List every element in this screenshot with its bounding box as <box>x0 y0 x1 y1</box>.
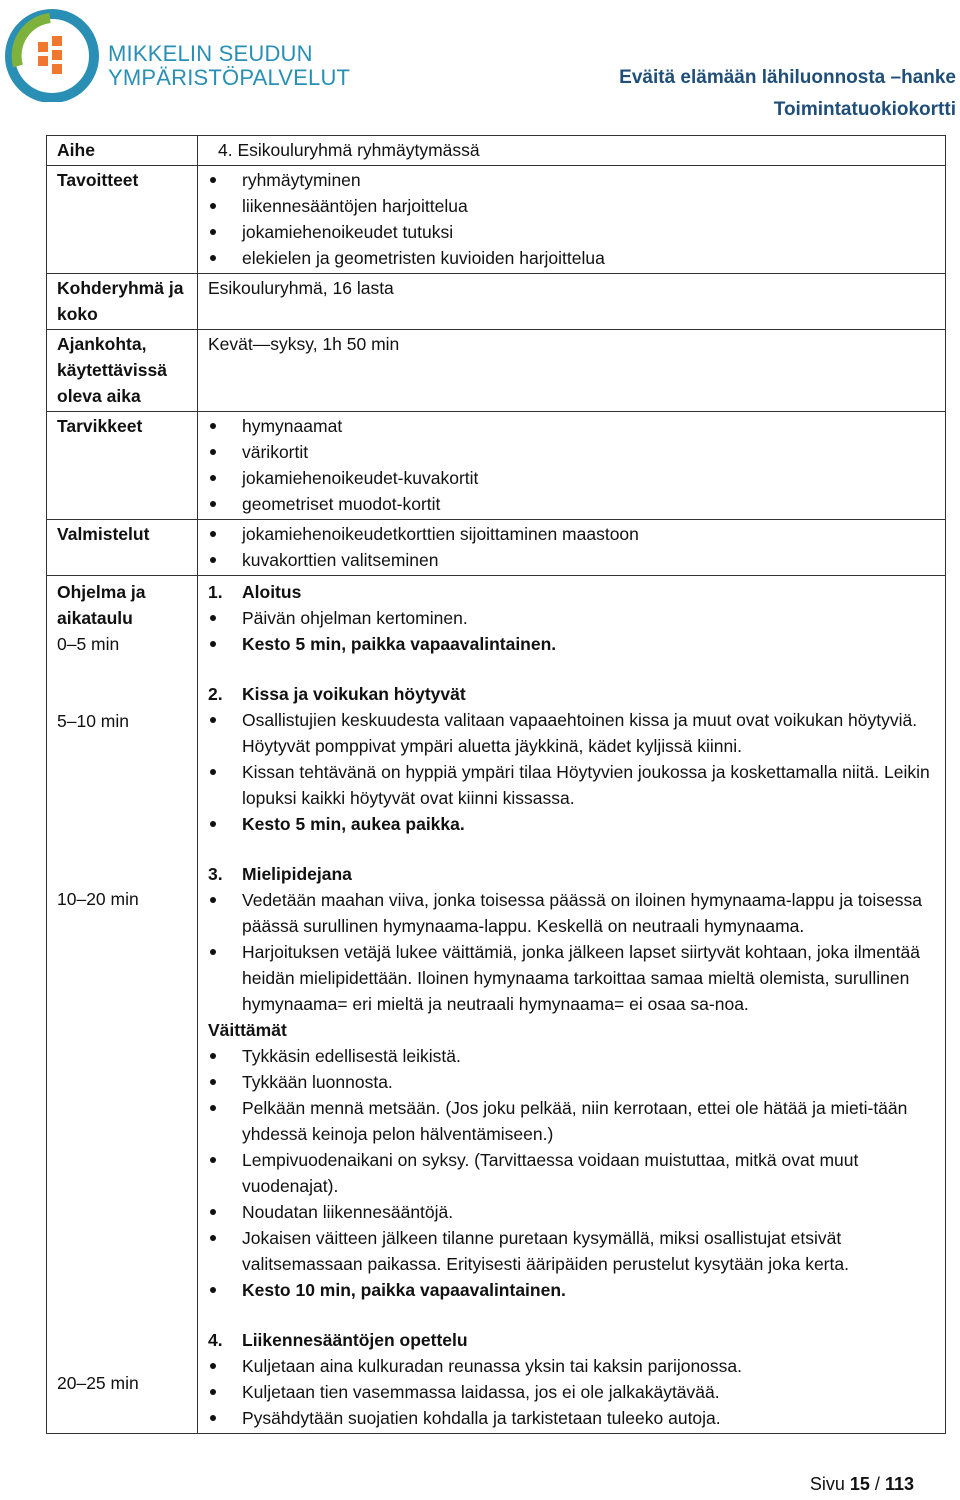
tavoitteet-value <box>198 166 946 274</box>
list-item: hymynaamat <box>208 413 935 439</box>
section-number: 4. <box>208 1330 223 1350</box>
row-kohderyhma <box>47 274 946 330</box>
list-item: Jokaisen väitteen jälkeen tilanne puretaan kysymällä, miksi osallistujat etsivät valitsemassaan paikassa. Erityisesti ääripäiden perustelut kysytään joka kerta. <box>208 1225 935 1277</box>
claims-subheading: Väittämät <box>208 1020 287 1040</box>
section-title: Aloitus <box>242 582 302 602</box>
list-item: Lempivuodenaikani on syksy. (Tarvittaessa voidaan muistuttaa, mitkä ovat muut vuodenajat). <box>208 1147 935 1199</box>
aihe-label: Aihe <box>47 136 198 166</box>
ajankohta-label: Ajankohta, käytettävissä oleva aika <box>47 330 198 412</box>
kohderyhma-value: Esikouluryhmä, 16 lasta <box>198 274 946 330</box>
valmistelut-label: Valmistelut <box>47 520 198 576</box>
row-tavoitteet <box>47 166 946 274</box>
project-title: Eväitä elämään lähiluonnosta –hanke <box>619 67 956 88</box>
list-item: Päivän ohjelman kertominen. <box>208 605 935 631</box>
section-3-heading <box>208 861 935 887</box>
header-titles <box>619 62 956 126</box>
valmistelut-value <box>198 520 946 576</box>
org-name-line2: YMPÄRISTÖPALVELUT <box>108 65 351 90</box>
logo <box>4 6 351 102</box>
time-slot-4: 20–25 min <box>57 1373 139 1393</box>
page-number <box>810 1474 914 1495</box>
tarvikkeet-list <box>208 413 935 517</box>
section-title: Kissa ja voikukan höytyvät <box>242 684 466 704</box>
list-item: Pysähdytään suojatien kohdalla ja tarkistetaan tuleeko autoja. <box>208 1405 935 1431</box>
row-valmistelut <box>47 520 946 576</box>
aihe-value: 4. Esikouluryhmä ryhmäytymässä <box>198 136 946 166</box>
duration-item: Kesto 5 min, aukea paikka. <box>208 811 935 837</box>
page-separator: / <box>874 1474 880 1494</box>
list-item: Tykkäsin edellisestä leikistä. <box>208 1043 935 1069</box>
ohjelma-label: Ohjelma ja aikataulu <box>57 582 146 628</box>
list-item: geometriset muodot-kortit <box>208 491 935 517</box>
tarvikkeet-value <box>198 412 946 520</box>
tavoitteet-label: Tavoitteet <box>47 166 198 274</box>
section-2-list <box>208 707 935 837</box>
section-4-heading <box>208 1327 935 1353</box>
list-item: kuvakorttien valitseminen <box>208 547 935 573</box>
ohjelma-label-cell <box>47 576 198 1434</box>
ajankohta-value: Kevät—syksy, 1h 50 min <box>198 330 946 412</box>
list-item: jokamiehenoikeudet-kuvakortit <box>208 465 935 491</box>
section-1-list <box>208 605 935 657</box>
org-name <box>108 42 350 90</box>
list-item: Pelkään mennä metsään. (Jos joku pelkää, niin kerrotaan, ettei ole hätää ja mieti-tään yhdessä keinoja pelon hälventämiseen.) <box>208 1095 935 1147</box>
section-1-heading <box>208 579 935 605</box>
current-page: 15 <box>849 1474 870 1494</box>
ohjelma-content <box>198 576 946 1434</box>
list-item: liikennesääntöjen harjoittelua <box>208 193 935 219</box>
total-pages: 113 <box>884 1474 914 1494</box>
valmistelut-list <box>208 521 935 573</box>
row-ohjelma <box>47 576 946 1434</box>
kohderyhma-label: Kohderyhmä ja koko <box>47 274 198 330</box>
activity-card-table <box>46 135 946 1434</box>
page-prefix: Sivu <box>809 1474 845 1494</box>
claims-list <box>208 1043 935 1303</box>
section-number: 1. <box>208 582 223 602</box>
list-item: Kissan tehtävänä on hyppiä ympäri tilaa Höytyvien joukossa ja koskettamalla niitä. Leikin lopuksi kaikki höytyvät ovat kiinni kissassa. <box>208 759 935 811</box>
list-item: elekielen ja geometristen kuvioiden harjoittelua <box>208 245 935 271</box>
tavoitteet-list <box>208 167 935 271</box>
list-item: Noudatan liikennesääntöjä. <box>208 1199 935 1225</box>
list-item: ryhmäytyminen <box>208 167 935 193</box>
section-number: 2. <box>208 684 223 704</box>
section-title: Mielipidejana <box>242 864 352 884</box>
list-item: jokamiehenoikeudet tutuksi <box>208 219 935 245</box>
duration-item: Kesto 10 min, paikka vapaavalintainen. <box>208 1277 935 1303</box>
tarvikkeet-label: Tarvikkeet <box>47 412 198 520</box>
row-aihe <box>47 136 946 166</box>
section-title: Liikennesääntöjen opettelu <box>242 1330 468 1350</box>
time-slot-1: 0–5 min <box>57 634 120 654</box>
list-item: Harjoituksen vetäjä lukee väittämiä, jonka jälkeen lapset siirtyvät kohtaan, joka ilmentää heidän mielipidettään. Iloinen hymynaama tarkoittaa samaa mieltä olemista, surullinen hymynaama= eri mieltä ja neutraali hymynaama= ei osaa sa-noa. <box>208 939 935 1017</box>
row-tarvikkeet <box>47 412 946 520</box>
list-item: värikortit <box>208 439 935 465</box>
section-2-heading <box>208 681 935 707</box>
list-item: Tykkään luonnosta. <box>208 1069 935 1095</box>
list-item: Vedetään maahan viiva, jonka toisessa päässä on iloinen hymynaama-lappu ja toisessa päässä surullinen hymynaama-lappu. Keskellä on neutraali hymynaama. <box>208 887 935 939</box>
section-number: 3. <box>208 864 223 884</box>
duration-item: Kesto 5 min, paikka vapaavalintainen. <box>208 631 935 657</box>
section-3-list <box>208 887 935 1017</box>
list-item: Kuljetaan tien vasemmassa laidassa, jos ei ole jalkakäytävää. <box>208 1379 935 1405</box>
time-slot-2: 5–10 min <box>57 711 129 731</box>
document-type: Toimintatuokiokortti <box>773 99 956 120</box>
row-ajankohta <box>47 330 946 412</box>
section-4-list <box>208 1353 935 1431</box>
list-item: jokamiehenoikeudetkorttien sijoittaminen maastoon <box>208 521 935 547</box>
org-name-line1: MIKKELIN SEUDUN <box>108 41 313 66</box>
list-item: Kuljetaan aina kulkuradan reunassa yksin tai kaksin parijonossa. <box>208 1353 935 1379</box>
list-item: Osallistujien keskuudesta valitaan vapaaehtoinen kissa ja muut ovat voikukan höytyviä. Höytyvät pomppivat ympäri aluetta jäykkinä, kädet kyljissä kiinni. <box>208 707 935 759</box>
time-slot-3: 10–20 min <box>57 889 139 909</box>
logo-mark-icon <box>4 6 104 102</box>
